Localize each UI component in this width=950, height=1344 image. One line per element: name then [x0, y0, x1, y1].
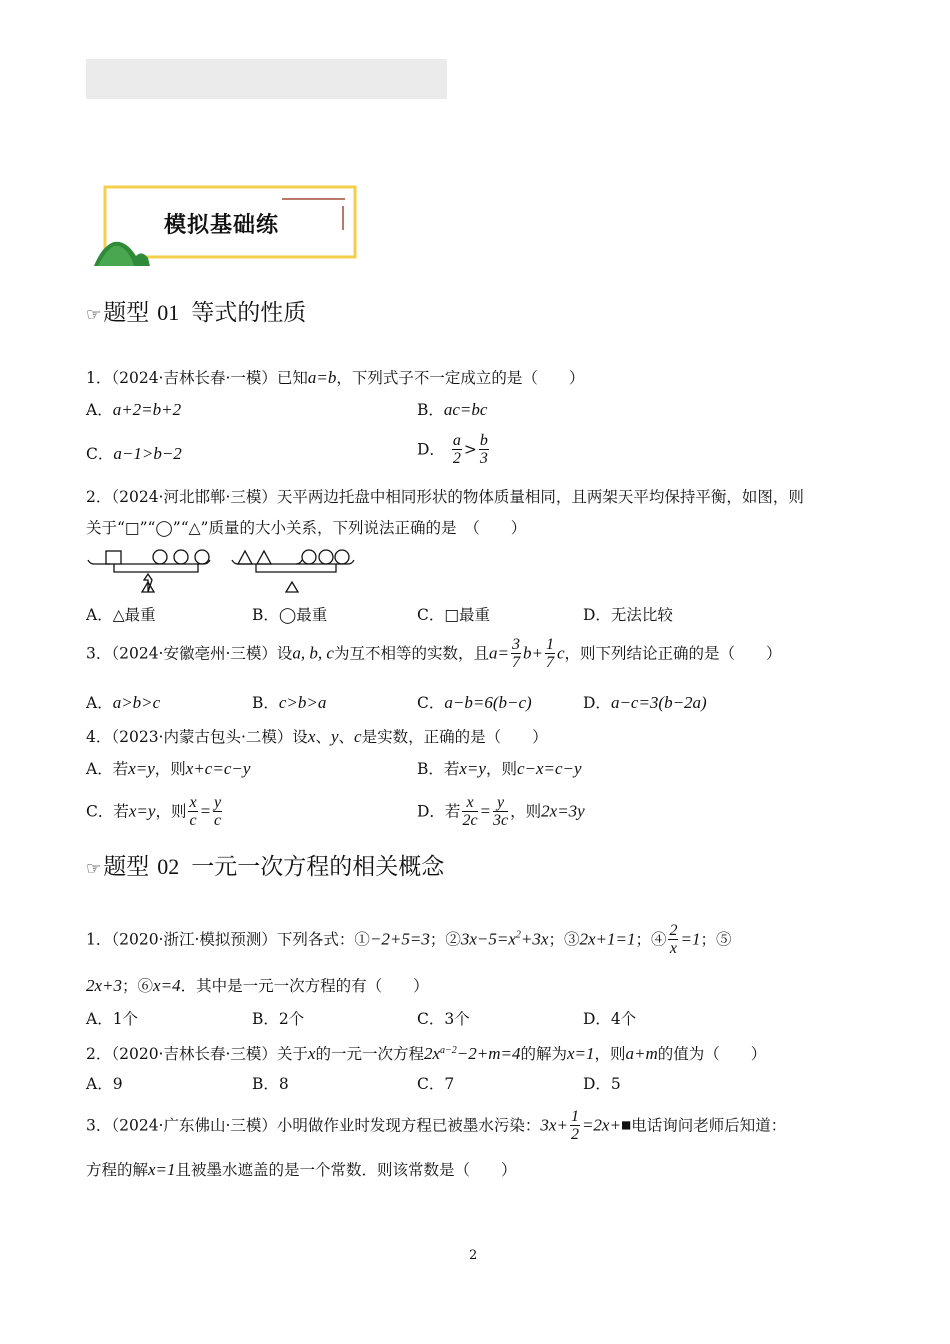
pointing-hand-icon: ☞	[86, 305, 102, 325]
option-b: B．8	[252, 1075, 289, 1093]
option-c: C．a−b=6(b−c)	[417, 693, 532, 712]
option-c: C．a−1>b−2	[86, 444, 182, 463]
header-bar	[86, 59, 447, 99]
option-a: A．1个	[86, 1010, 139, 1028]
balance-scales-figure	[86, 548, 366, 594]
option-a: A．△最重	[86, 606, 156, 624]
mountain-icon	[92, 228, 152, 268]
option-c: C．若x=y，则 $\frac{x}{c}$ = $\frac{y}{c}$	[86, 794, 222, 829]
section-heading-1: ☞题型 01 等式的性质	[86, 300, 307, 326]
page-number: 2	[469, 1248, 478, 1263]
option-a: A．9	[86, 1075, 123, 1093]
section-heading-2: ☞题型 02 一元一次方程的相关概念	[86, 854, 445, 880]
section-banner	[92, 184, 362, 266]
option-b: B．ac=bc	[417, 400, 488, 419]
option-b: B．c>b>a	[252, 693, 327, 712]
option-d: D．无法比较	[583, 606, 673, 624]
option-a: A．a>b>c	[86, 693, 161, 712]
option-d: D． $\frac{a}{2}$ > $\frac{b}{3}$	[417, 432, 488, 467]
question-1-2: 2．（2024·河北邯郸·三模）天平两边托盘中相同形状的物体质量相同，且两架天平均保持平衡，如图，则	[86, 488, 804, 506]
question-2-2: 2．（2020·吉林长春·三模）关于x的一元一次方程$2x^{a-2}-2+m=4$的解为x=1，则a+m的值为（ ）	[86, 1044, 767, 1064]
option-d: D．5	[583, 1075, 621, 1093]
question-2-3-line2: 方程的解x=1且被墨水遮盖的是一个常数．则该常数是（ ）	[86, 1160, 517, 1179]
pointing-hand-icon: ☞	[86, 859, 102, 879]
option-d: D．若 $\frac{x}{2c}$ = $\frac{y}{3c}$ ，则2x=3y	[417, 794, 585, 829]
question-1-4: 4．（2023·内蒙古包头·二模）设x、y、c是实数，正确的是（ ）	[86, 727, 548, 746]
option-c: C．3个	[417, 1010, 470, 1028]
question-1-1: 1．（2024·吉林长春·一模）已知a=b，下列式子不一定成立的是（ ）	[86, 368, 585, 387]
question-2-1: 1．（2020·浙江·模拟预测）下列各式：①−2+5=3；$②3x-5=x^2+3x$；③2x+1=1；④ $\frac{2}{x}$ =1；⑤	[86, 922, 732, 957]
option-b: B．若x=y，则c−x=c−y	[417, 759, 582, 778]
option-b: B．2个	[252, 1010, 305, 1028]
question-1-3: 3．（2024·安徽亳州·三模）设a, b, c为互不相等的实数，且a= $\frac{3}{7}$ b+ $\frac{1}{7}$ c，则下列结论正确的是（ ）	[86, 636, 782, 671]
option-b: B．◯最重	[252, 606, 328, 624]
option-d: D．4个	[583, 1010, 637, 1028]
question-1-2-line2: 关于“□”“◯”“△”质量的大小关系，下列说法正确的是 （ ）	[86, 519, 527, 537]
option-c: C．□最重	[417, 606, 491, 624]
option-c: C．7	[417, 1075, 455, 1093]
banner-title: 模拟基础练	[164, 213, 280, 238]
option-a: A．若x=y，则x+c=c−y	[86, 759, 251, 778]
question-2-1-line2: 2x+3；⑥x=4．其中是一元一次方程的有（ ）	[86, 976, 429, 995]
question-2-3: 3．（2024·广东佛山·三模）小明做作业时发现方程已被墨水污染：3x+ $\frac{1}{2}$ =2x+■电话询问老师后知道：	[86, 1108, 787, 1143]
option-d: D．a−c=3(b−2a)	[583, 693, 707, 712]
option-a: A．a+2=b+2	[86, 400, 182, 419]
